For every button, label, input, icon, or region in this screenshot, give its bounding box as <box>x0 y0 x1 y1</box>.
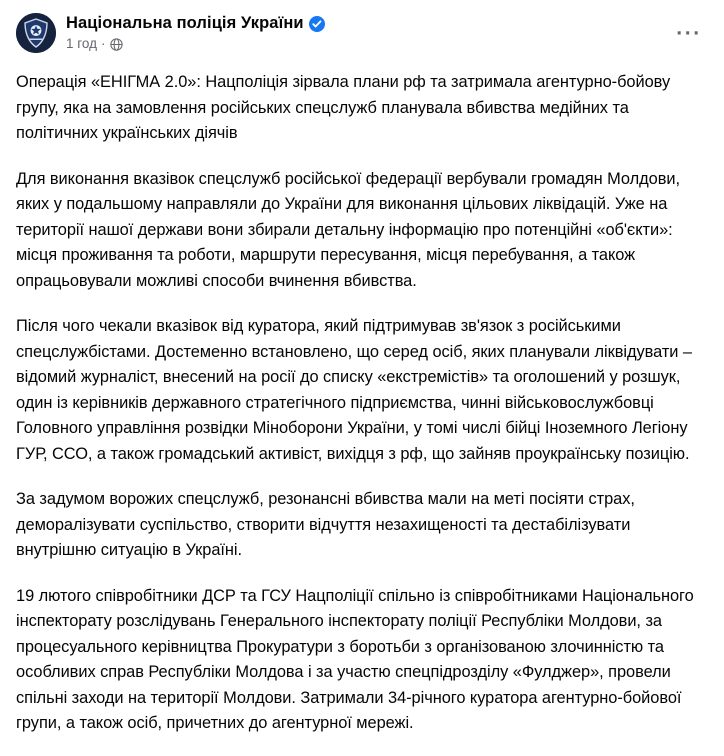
post-author-block <box>66 12 325 52</box>
post-meta <box>66 36 325 52</box>
page-name[interactable]: Національна поліція України <box>66 14 304 32</box>
post-header <box>16 12 708 56</box>
meta-separator: · <box>100 36 106 51</box>
post-more-options-button[interactable]: ··· <box>672 16 706 50</box>
verified-badge-icon <box>309 16 325 32</box>
post-paragraph: Для виконання вказівок спецслужб російської федерації вербували громадян Молдови, яких у подальшому направляли до України для виконання цільових ліквідацій. Уже на території нашої держави вони збирали детальну інформацію про потенційні «об'єкти»: місця проживання та роботи, маршрути пересування, місця перебування, а також опрацьовували можливі способи вчинення вбивства. <box>16 169 680 290</box>
globe-icon[interactable] <box>110 38 123 51</box>
post-paragraph: Операція «ЕНІГМА 2.0»: Нацполіція зірвала плани рф та затримала агентурно-бойову групу, яка на замовлення російських спецслужб планувала вбивства медійних та політичних українських діячів <box>16 73 671 142</box>
post-paragraph: 19 лютого співробітники ДСР та ГСУ Нацполіції спільно із співробітниками Національного інспекторату розслідувань Генерального інспекторату поліції Республіки Молдови, за процесуального керівництва Прокуратури з боротьби з організованою злочинністю та особливих справ Республіки Молдова і за участю спецпідрозділу «Фулджер», провели спільні заходи на території Молдови. Затримали 34-річного куратора агентурно-бойової групи, а також осіб, причетних до агентурної мережі. <box>16 586 694 732</box>
post-timestamp[interactable]: 1 год <box>66 36 97 51</box>
post-paragraph: Після чого чекали вказівок від куратора, який підтримував зв'язок з російськими спецслужбістами. Достеменно встановлено, що серед осіб, яких планували ліквідувати – відомий журналіст, внесений на росії до списку «екстремістів» та оголошений у розшук, один із керівників державного стратегічного підприємства, чинні військовослужбовці Головного управління розвідки Міноборони України, у томі числі бійці Іноземного Легіону ГУР, ССО, а також громадський активіст, вихідця з рф, що зайняв проукраїнську позицію. <box>16 317 692 463</box>
post-paragraph: За задумом ворожих спецслужб, резонансні вбивства мали на меті посіяти страх, деморалізувати суспільство, створити відчуття незахищеності та дестабілізувати внутрішню ситуацію в Україні. <box>16 490 635 559</box>
avatar[interactable] <box>16 13 56 53</box>
post-body <box>16 70 708 737</box>
author-name-row <box>66 13 325 33</box>
police-emblem-avatar-icon <box>16 13 56 53</box>
